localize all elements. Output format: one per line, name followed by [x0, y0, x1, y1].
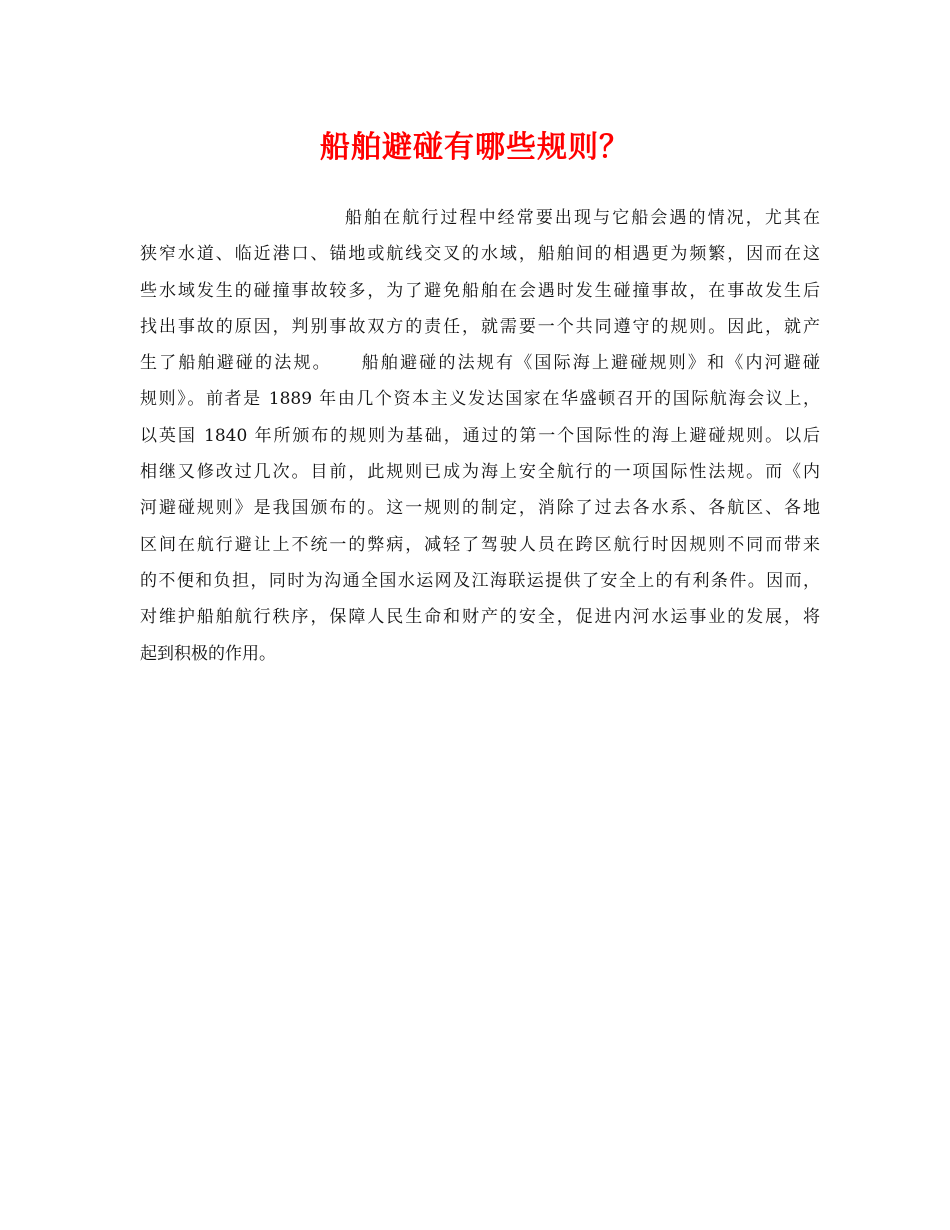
paragraph-line: 船舶在航行过程中经常要出现与它船会遇的情况，尤其在 — [345, 208, 820, 228]
paragraph-line: 相继又修改过几次。目前，此规则已成为海上安全航行的一项国际性法规。而《内 — [140, 462, 820, 483]
paragraph-line: 生了船舶避碰的法规。 船舶避碰的法规有《国际海上避碰规则》和《内河避碰 — [140, 353, 820, 374]
body-paragraph — [140, 200, 820, 672]
paragraph-line: 区间在航行避让上不统一的弊病，减轻了驾驶人员在跨区航行时因规则不同而带来 — [140, 534, 820, 555]
paragraph-line: 找出事故的原因，判别事故双方的责任，就需要一个共同遵守的规则。因此，就产 — [140, 316, 820, 337]
paragraph-line: 以英国 1840 年所颁布的规则为基础，通过的第一个国际性的海上避碰规则。以后 — [140, 425, 820, 446]
paragraph-line: 河避碰规则》是我国颁布的。这一规则的制定，消除了过去各水系、各航区、各地 — [140, 498, 820, 519]
paragraph-line: 些水域发生的碰撞事故较多，为了避免船舶在会遇时发生碰撞事故，在事故发生后 — [140, 280, 820, 301]
paragraph-line: 规则》。前者是 1889 年由几个资本主义发达国家在华盛顿召开的国际航海会议上， — [140, 389, 820, 410]
paragraph-line: 的不便和负担，同时为沟通全国水运网及江海联运提供了安全上的有利条件。因而， — [140, 570, 820, 591]
page-title: 船舶避碰有哪些规则？ — [320, 130, 630, 165]
paragraph-line: 对维护船舶航行秩序，保障人民生命和财产的安全，促进内河水运事业的发展，将 — [140, 607, 820, 628]
paragraph-line: 起到积极的作用。 — [140, 643, 276, 664]
paragraph-line: 狭窄水道、临近港口、锚地或航线交叉的水域，船舶间的相遇更为频繁，因而在这 — [140, 244, 820, 265]
